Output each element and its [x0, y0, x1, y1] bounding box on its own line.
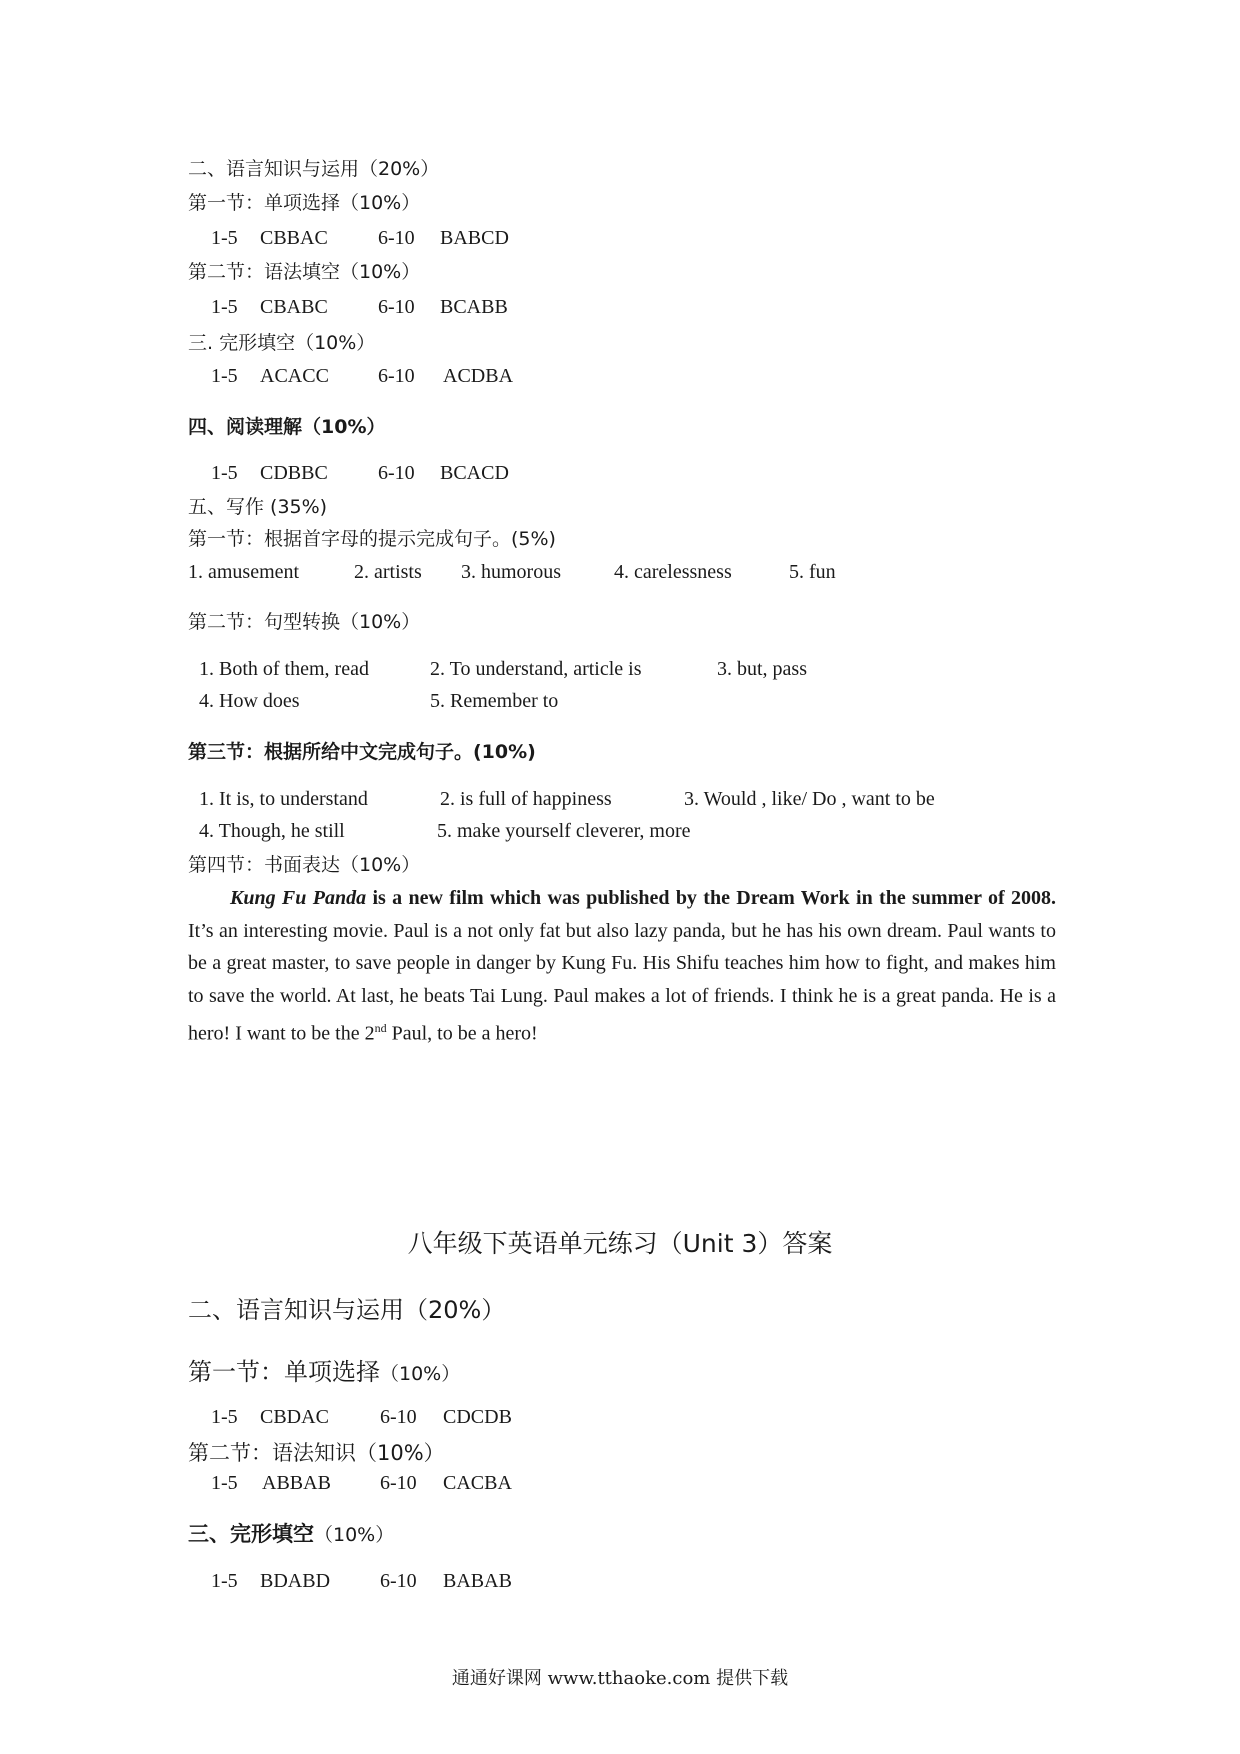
range-1-5: 1-5 [211, 1406, 238, 1428]
answers-6-10: CACBA [443, 1472, 512, 1494]
essay-ending: Paul, to be a hero! [386, 1023, 538, 1046]
answer-item: 3. but, pass [717, 658, 807, 680]
range-6-10: 6-10 [380, 1472, 417, 1494]
answers-6-10: BABCD [440, 227, 509, 249]
answer-item: 3. humorous [461, 561, 561, 583]
answer-item: 4. Though, he still [199, 820, 345, 842]
section-3-heading: 三. 完形填空（10%） [188, 332, 376, 354]
answers-6-10: BABAB [443, 1570, 512, 1592]
heading-main: 三、完形填空 [188, 1522, 314, 1546]
writing-part-4-heading: 第四节：书面表达（10%） [188, 854, 421, 876]
answer-item: 5. fun [789, 561, 836, 583]
writing-part-1-heading: 第一节：根据首字母的提示完成句子。(5%) [188, 528, 556, 550]
part-2-heading: 第二节：语法填空（10%） [188, 261, 421, 283]
answer-item: 3. Would , like/ Do , want to be [684, 788, 935, 810]
answers-1-5: CDBBC [260, 462, 328, 484]
range-1-5: 1-5 [211, 1472, 238, 1494]
unit3-part-2-heading: 第二节：语法知识（10%） [188, 1441, 445, 1465]
answers-1-5: CBABC [260, 296, 328, 318]
section-5-heading: 五、写作 (35%) [188, 496, 328, 518]
answer-item: 4. carelessness [614, 561, 732, 583]
writing-part-3-heading: 第三节：根据所给中文完成句子。(10%) [188, 741, 536, 763]
range-6-10: 6-10 [378, 296, 415, 318]
range-6-10: 6-10 [378, 227, 415, 249]
part-1-heading: 第一节：单项选择（10%） [188, 192, 421, 214]
heading-percent: （10%） [380, 1363, 461, 1385]
answers-1-5: ACACC [260, 365, 329, 387]
heading-main: 第一节：单项选择 [188, 1358, 380, 1386]
essay-film-title: Kung Fu Panda [230, 887, 367, 909]
page-footer: 通通好课网 www.tthaoke.com 提供下载 [451, 1668, 789, 1689]
range-1-5: 1-5 [211, 365, 238, 387]
answer-item: 2. artists [354, 561, 422, 583]
range-6-10: 6-10 [380, 1570, 417, 1592]
answer-item: 2. is full of happiness [440, 788, 612, 810]
answers-6-10: BCABB [440, 296, 508, 318]
answers-1-5: BDABD [260, 1570, 331, 1592]
answers-6-10: CDCDB [443, 1406, 512, 1428]
heading-percent: （10%） [314, 1524, 395, 1546]
answers-1-5: CBDAC [260, 1406, 329, 1428]
writing-part-2-heading: 第二节：句型转换（10%） [188, 611, 421, 633]
answer-item: 4. How does [199, 690, 300, 712]
answer-item: 5. Remember to [430, 690, 559, 712]
answer-item: 5. make yourself cleverer, more [437, 820, 691, 842]
answer-item: 1. Both of them, read [199, 658, 369, 680]
range-1-5: 1-5 [211, 1570, 238, 1592]
range-1-5: 1-5 [211, 296, 238, 318]
unit3-title: 八年级下英语单元练习（Unit 3）答案 [407, 1229, 833, 1258]
section-4-heading: 四、阅读理解（10%） [188, 416, 386, 438]
answers-6-10: ACDBA [443, 365, 514, 387]
answers-6-10: BCACD [440, 462, 509, 484]
range-6-10: 6-10 [378, 365, 415, 387]
answer-item: 2. To understand, article is [430, 658, 642, 680]
range-6-10: 6-10 [380, 1406, 417, 1428]
range-1-5: 1-5 [211, 227, 238, 249]
essay-paragraph [188, 882, 1056, 1051]
answers-1-5: ABBAB [262, 1472, 331, 1494]
unit3-part-1-heading [188, 1359, 460, 1387]
answer-item: 1. amusement [188, 561, 300, 583]
range-6-10: 6-10 [378, 462, 415, 484]
section-2-heading: 二、语言知识与运用（20%） [188, 158, 440, 180]
unit3-section-3-heading [188, 1521, 394, 1548]
essay-bold-sentence: is a new film which was published by the Dream Work in the summer of 2008. [366, 887, 1057, 909]
range-1-5: 1-5 [211, 462, 238, 484]
answers-1-5: CBBAC [260, 227, 328, 249]
unit3-section-2-heading: 二、语言知识与运用（20%） [188, 1296, 506, 1324]
answer-item: 1. It is, to understand [199, 788, 368, 810]
essay-body: It’s an interesting movie. Paul is a not only fat but also lazy panda, but he has his own dream. Paul wants to be a great master, to save people in danger by Kung Fu. His Shifu teaches him how to fight, and makes him to save the world. At last, he beats Tai Lung. Paul makes a lot of friends. I think he is a great panda. He is a hero! I want to be the 2 [188, 919, 1056, 1046]
essay-superscript: nd [374, 1021, 387, 1036]
